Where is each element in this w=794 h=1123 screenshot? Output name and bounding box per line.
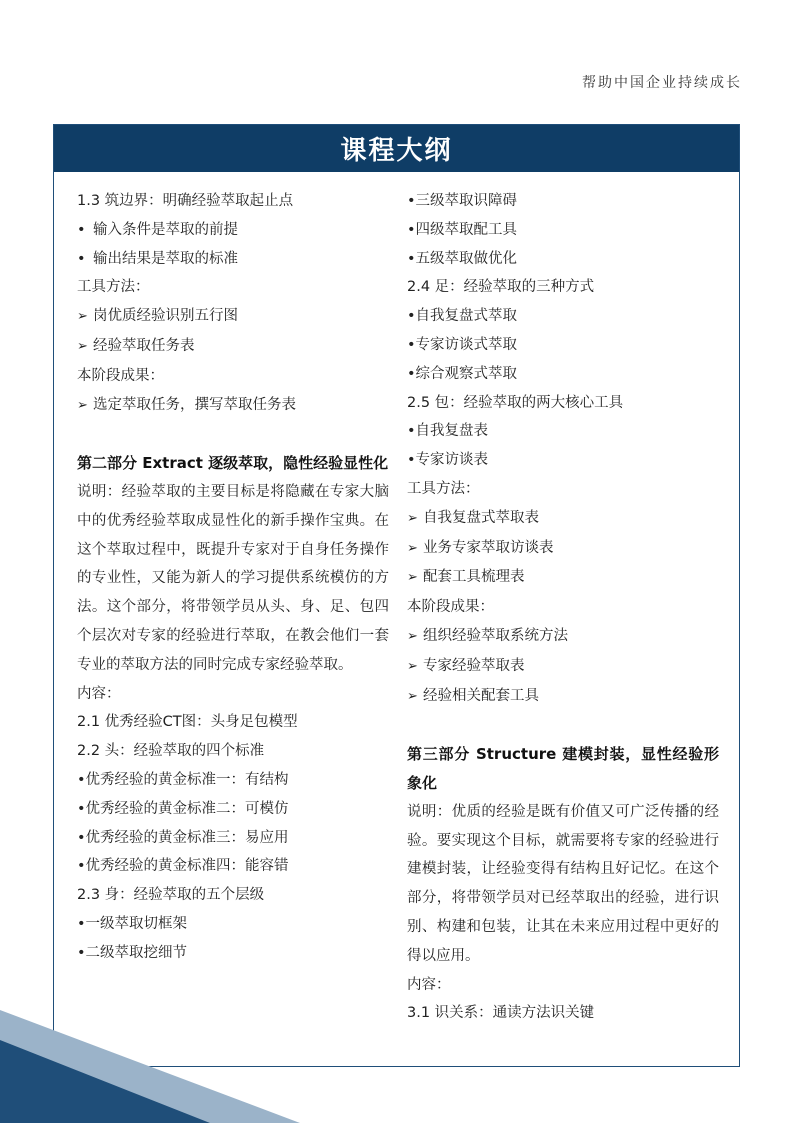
arrow-icon: ➢: [407, 510, 418, 526]
list-item: ➢ 经验相关配套工具: [407, 682, 719, 712]
right-column: [407, 187, 719, 1028]
arrow-icon: ➢: [77, 309, 88, 325]
list-item: ➢ 专家经验萃取表: [407, 652, 719, 682]
arrow-icon: ➢: [407, 688, 418, 704]
list-item: ➢ 配套工具梳理表: [407, 563, 719, 593]
list-item: • 输出结果是萃取的标准: [77, 245, 389, 274]
course-outline-panel: [53, 124, 740, 1067]
arrow-icon: ➢: [407, 570, 418, 586]
list-item: •四级萃取配工具: [407, 221, 518, 238]
result-label: 本阶段成果：: [77, 367, 164, 384]
list-item: ➢ 选定萃取任务，撰写萃取任务表: [77, 391, 389, 421]
part-2-description: 说明：经验萃取的主要目标是将隐藏在专家大脑中的优秀经验萃取成显性化的新手操作宝典。在这个萃取过程中，既提升专家对于自身任务操作的专业性，又能为新人的学习提供系统模仿的方法。这个部分，将带领学员从头、身、足、包四个层次对专家的经验进行萃取，在教会他们一套专业的萃取方法的同时完成专家经验萃取。: [77, 483, 389, 673]
list-item: •二级萃取挖细节: [77, 944, 188, 961]
arrow-icon: ➢: [77, 338, 88, 354]
list-item: 2.5 包：经验萃取的两大核心工具: [407, 394, 624, 411]
content-label: 内容：: [407, 976, 451, 993]
list-item: •优秀经验的黄金标准四：能容错: [77, 858, 289, 875]
tagline: 帮助中国企业持续成长: [582, 75, 742, 91]
list-item: 3.1 识关系：通读方法识关键: [407, 1005, 595, 1022]
part-3-heading: 第三部分 Structure 建模封装，显性经验形象化: [407, 745, 719, 792]
tools-label: 工具方法：: [77, 279, 150, 296]
content-label: 内容：: [77, 685, 121, 702]
part-3-description: 说明：优质的经验是既有价值又可广泛传播的经验。要实现这个目标，就需要将专家的经验进行建模封装，让经验变得有结构且好记忆。在这个部分，将带领学员对已经萃取出的经验，进行识别、构建和包装，让其在未来应用过程中更好的得以应用。: [407, 803, 719, 964]
arrow-icon: ➢: [407, 628, 418, 644]
list-item: •专家访谈式萃取: [407, 336, 518, 353]
list-item: •五级萃取做优化: [407, 250, 518, 267]
bullet-icon: •: [77, 250, 86, 267]
list-item: •专家访谈表: [407, 452, 489, 469]
arrow-icon: ➢: [407, 658, 418, 674]
list-item: ➢ 业务专家萃取访谈表: [407, 534, 719, 564]
list-item: •一级萃取切框架: [77, 915, 188, 932]
list-item: ➢ 组织经验萃取系统方法: [407, 622, 719, 652]
list-item: •优秀经验的黄金标准一：有结构: [77, 771, 289, 788]
list-item: •综合观察式萃取: [407, 365, 518, 382]
list-item: 2.3 身：经验萃取的五个层级: [77, 887, 265, 904]
bullet-icon: •: [77, 221, 86, 238]
list-item: •自我复盘式萃取: [407, 308, 518, 325]
left-column: [77, 187, 389, 968]
list-item: ➢ 经验萃取任务表: [77, 332, 389, 362]
list-item: 2.2 头：经验萃取的四个标准: [77, 743, 265, 760]
list-item: 2.4 足：经验萃取的三种方式: [407, 279, 595, 296]
part-2-heading: 第二部分 Extract 逐级萃取，隐性经验显性化: [77, 454, 389, 473]
panel-title: 课程大纲: [54, 125, 739, 172]
list-item: ➢ 自我复盘式萃取表: [407, 504, 719, 534]
tools-label: 工具方法：: [407, 480, 480, 497]
list-item: •优秀经验的黄金标准三：易应用: [77, 829, 289, 846]
list-item: •优秀经验的黄金标准二：可模仿: [77, 800, 289, 817]
list-item: ➢ 岗优质经验识别五行图: [77, 302, 389, 332]
list-item: • 输入条件是萃取的前提: [77, 216, 389, 245]
list-item: 2.1 优秀经验CT图：头身足包模型: [77, 714, 298, 731]
list-item: •自我复盘表: [407, 423, 489, 440]
arrow-icon: ➢: [77, 397, 88, 413]
section-1-3: 1.3 筑边界：明确经验萃取起止点: [77, 193, 294, 209]
list-item: •三级萃取识障碍: [407, 193, 518, 209]
arrow-icon: ➢: [407, 540, 418, 556]
result-label: 本阶段成果：: [407, 599, 494, 616]
